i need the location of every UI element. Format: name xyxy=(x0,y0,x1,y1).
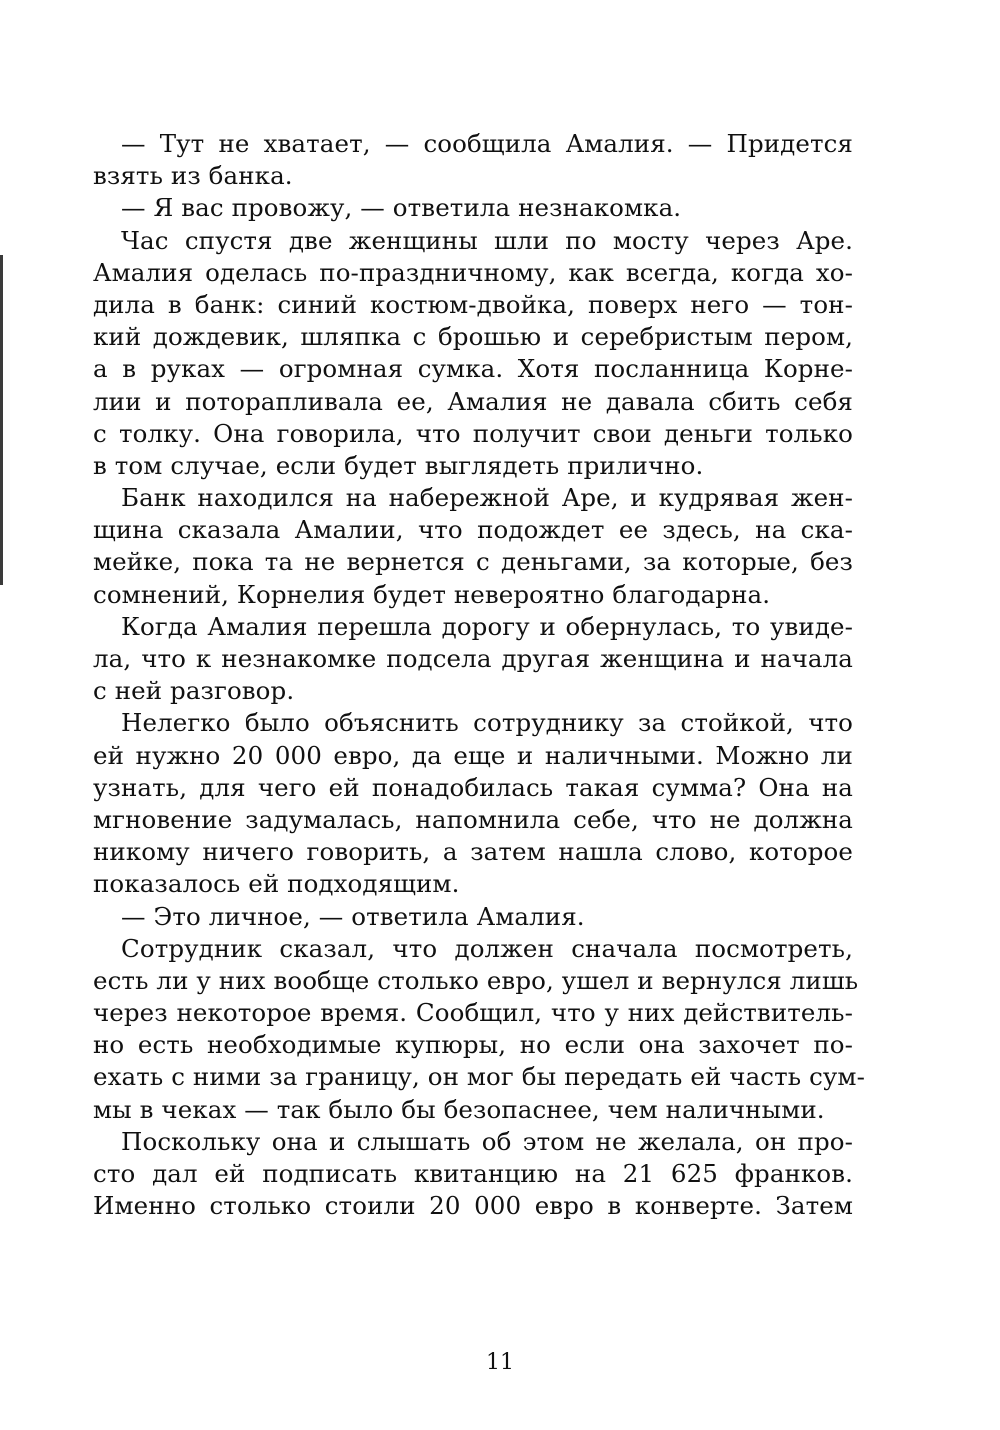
text-line: — Я вас провожу, — ответила незнакомка. xyxy=(121,193,682,223)
text-line: — Тут не хватает, — сообщила Амалия. — Придется xyxy=(121,129,853,158)
text-line: Когда Амалия перешла дорогу и обернулась, то увиде- xyxy=(121,611,853,641)
text-line: мы в чеках — так было бы безопаснее, чем наличными. xyxy=(93,1094,825,1124)
text-line: сомнений, Корнелия будет невероятно благодарна. xyxy=(93,579,771,609)
text-line: есть ли у них вообще столько евро, ушел и вернулся лишь xyxy=(93,965,859,995)
text-line: ехать с ними за границу, он мог бы передать ей часть сум- xyxy=(93,1062,865,1092)
text-line: Нелегко было объяснить сотруднику за стойкой, что xyxy=(121,708,853,738)
text-line: сто дал ей подписать квитанцию на 21 625 франков. xyxy=(93,1159,853,1188)
scan-edge-mark xyxy=(0,255,3,585)
text-line: ла, что к незнакомке подсела другая женщина и начала xyxy=(93,644,853,673)
page-number: 11 xyxy=(486,1350,514,1375)
text-line: лии и поторапливала ее, Амалия не давала сбить себя xyxy=(93,386,853,416)
text-line: кий дождевик, шляпка с брошью и серебристым пером, xyxy=(93,322,853,352)
text-line: показалось ей подходящим. xyxy=(93,869,460,899)
text-line: взять из банка. xyxy=(93,161,293,191)
text-line: Банк находился на набережной Аре, и кудрявая жен- xyxy=(121,483,853,513)
text-line: мейке, пока та не вернется с деньгами, за которые, без xyxy=(93,547,853,577)
book-page-text xyxy=(93,128,865,1222)
text-line: ей нужно 20 000 евро, да еще и наличными. Можно ли xyxy=(93,740,853,770)
text-line: Именно столько стоили 20 000 евро в конверте. Затем xyxy=(93,1191,853,1221)
text-line: Поскольку она и слышать об этом не желала, он про- xyxy=(121,1126,853,1156)
text-line: через некоторое время. Сообщил, что у них действитель- xyxy=(93,998,853,1028)
text-line: узнать, для чего ей понадобилась такая сумма? Она на xyxy=(93,772,853,802)
text-line: никому ничего говорить, а затем нашла слово, которое xyxy=(93,837,853,867)
text-line: Сотрудник сказал, что должен сначала посмотреть, xyxy=(121,933,853,963)
text-line: дила в банк: синий костюм-двойка, поверх него — тон- xyxy=(93,289,853,319)
text-line: мгновение задумалась, напомнила себе, что не должна xyxy=(93,804,853,834)
text-line: но есть необходимые купюры, но если она захочет по- xyxy=(93,1030,853,1060)
text-line: с ней разговор. xyxy=(93,676,295,706)
text-line: Час спустя две женщины шли по мосту через Аре. xyxy=(121,225,853,255)
text-line: Амалия оделась по-праздничному, как всегда, когда хо- xyxy=(93,257,853,287)
text-line: — Это личное, — ответила Амалия. xyxy=(121,901,585,931)
text-line: в том случае, если будет выглядеть прилично. xyxy=(93,450,704,480)
text-line: с толку. Она говорила, что получит свои деньги только xyxy=(93,418,853,448)
text-line: щина сказала Амалии, что подождет ее здесь, на ска- xyxy=(93,515,853,545)
text-line: а в руках — огромная сумка. Хотя посланница Корне- xyxy=(93,354,853,384)
